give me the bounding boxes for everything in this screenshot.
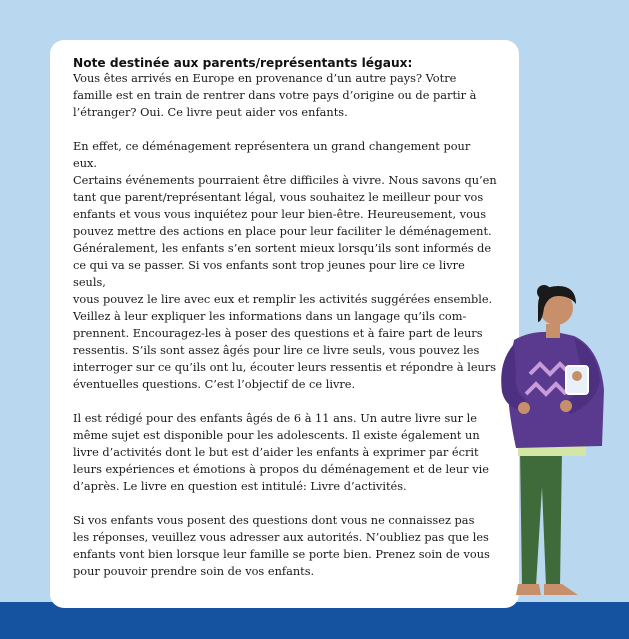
- text-line: Il est rédigé pour des enfants âgés de 6 à 11 ans. Un autre livre sur le: [73, 411, 477, 425]
- text-line: famille est en train de rentrer dans votre pays d’origine ou de partir à: [73, 88, 477, 102]
- text-line: éventuelles questions. C’est l’objectif de ce livre.: [73, 377, 356, 391]
- text-line: vous pouvez le lire avec eux et remplir les activités suggérées ensemble.: [73, 292, 493, 306]
- photo-face: [572, 371, 582, 381]
- text-line: pour pouvoir prendre soin de vos enfants.: [73, 564, 315, 578]
- neck: [546, 324, 560, 338]
- text-line: Veillez à leur expliquer les informations dans un langage qu’ils com-: [73, 309, 467, 323]
- text-line: enfants vont bien lorsque leur famille se porte bien. Prenez soin de vous: [73, 547, 490, 561]
- text-line: livre d’activités dont le but est d’aider les enfants à exprimer par écrit: [73, 445, 479, 459]
- right-shoe: [544, 584, 578, 595]
- text-line: En effet, ce déménagement représentera un grand changement pour eux.: [73, 139, 471, 170]
- text-line: leurs expériences et émotions à propos du déménagement et de leur vie: [73, 462, 489, 476]
- text-line: ce qui va se passer. Si vos enfants sont trop jeunes pour lire ce livre seuls,: [73, 258, 465, 289]
- note-heading: Note destinée aux parents/représentants légaux:: [73, 56, 413, 70]
- text-line: même sujet est disponible pour les adolescents. Il existe également un: [73, 428, 480, 442]
- text-line: d’après. Le livre en question est intitulé: Livre d’activités.: [73, 479, 407, 493]
- text-line: l’étranger? Oui. Ce livre peut aider vos enfants.: [73, 105, 348, 119]
- text-line: tant que parent/représentant légal, vous souhaitez le meilleur pour vos: [73, 190, 484, 204]
- text-line: Si vos enfants vous posent des questions dont vous ne connaissez pas: [73, 513, 475, 527]
- left-hand: [518, 402, 530, 414]
- text-line: enfants et vous vous inquiétez pour leur bien-être. Heureusement, vous: [73, 207, 487, 221]
- left-shoe: [516, 584, 541, 595]
- paragraph-3: [73, 410, 497, 495]
- text-line: prennent. Encouragez-les à poser des questions et à faire part de leurs: [73, 326, 483, 340]
- text-line: pouvez mettre des actions en place pour leur faciliter le déménagement.: [73, 224, 492, 238]
- intro-paragraph: [73, 70, 497, 121]
- right-hand: [560, 400, 572, 412]
- note-card: [50, 40, 519, 608]
- pants: [520, 450, 562, 586]
- text-line: les réponses, veuillez vous adresser aux autorités. N’oubliez pas que les: [73, 530, 489, 544]
- text-line: ressentis. S’ils sont assez âgés pour lire ce livre seuls, vous pouvez les: [73, 343, 480, 357]
- text-line: Généralement, les enfants s’en sortent mieux lorsqu’ils sont informés de: [73, 241, 492, 255]
- parent-figure-illustration: [492, 282, 629, 604]
- text-line: interroger sur ce qu’ils ont lu, écouter leurs ressentis et répondre à leurs: [73, 360, 497, 374]
- hair-bun: [537, 285, 551, 299]
- paragraph-2: [73, 138, 497, 393]
- paragraph-4: [73, 512, 497, 580]
- text-line: Certains événements pourraient être difficiles à vivre. Nous savons qu’en: [73, 173, 497, 187]
- text-line: Vous êtes arrivés en Europe en provenance d’un autre pays? Votre: [73, 71, 457, 85]
